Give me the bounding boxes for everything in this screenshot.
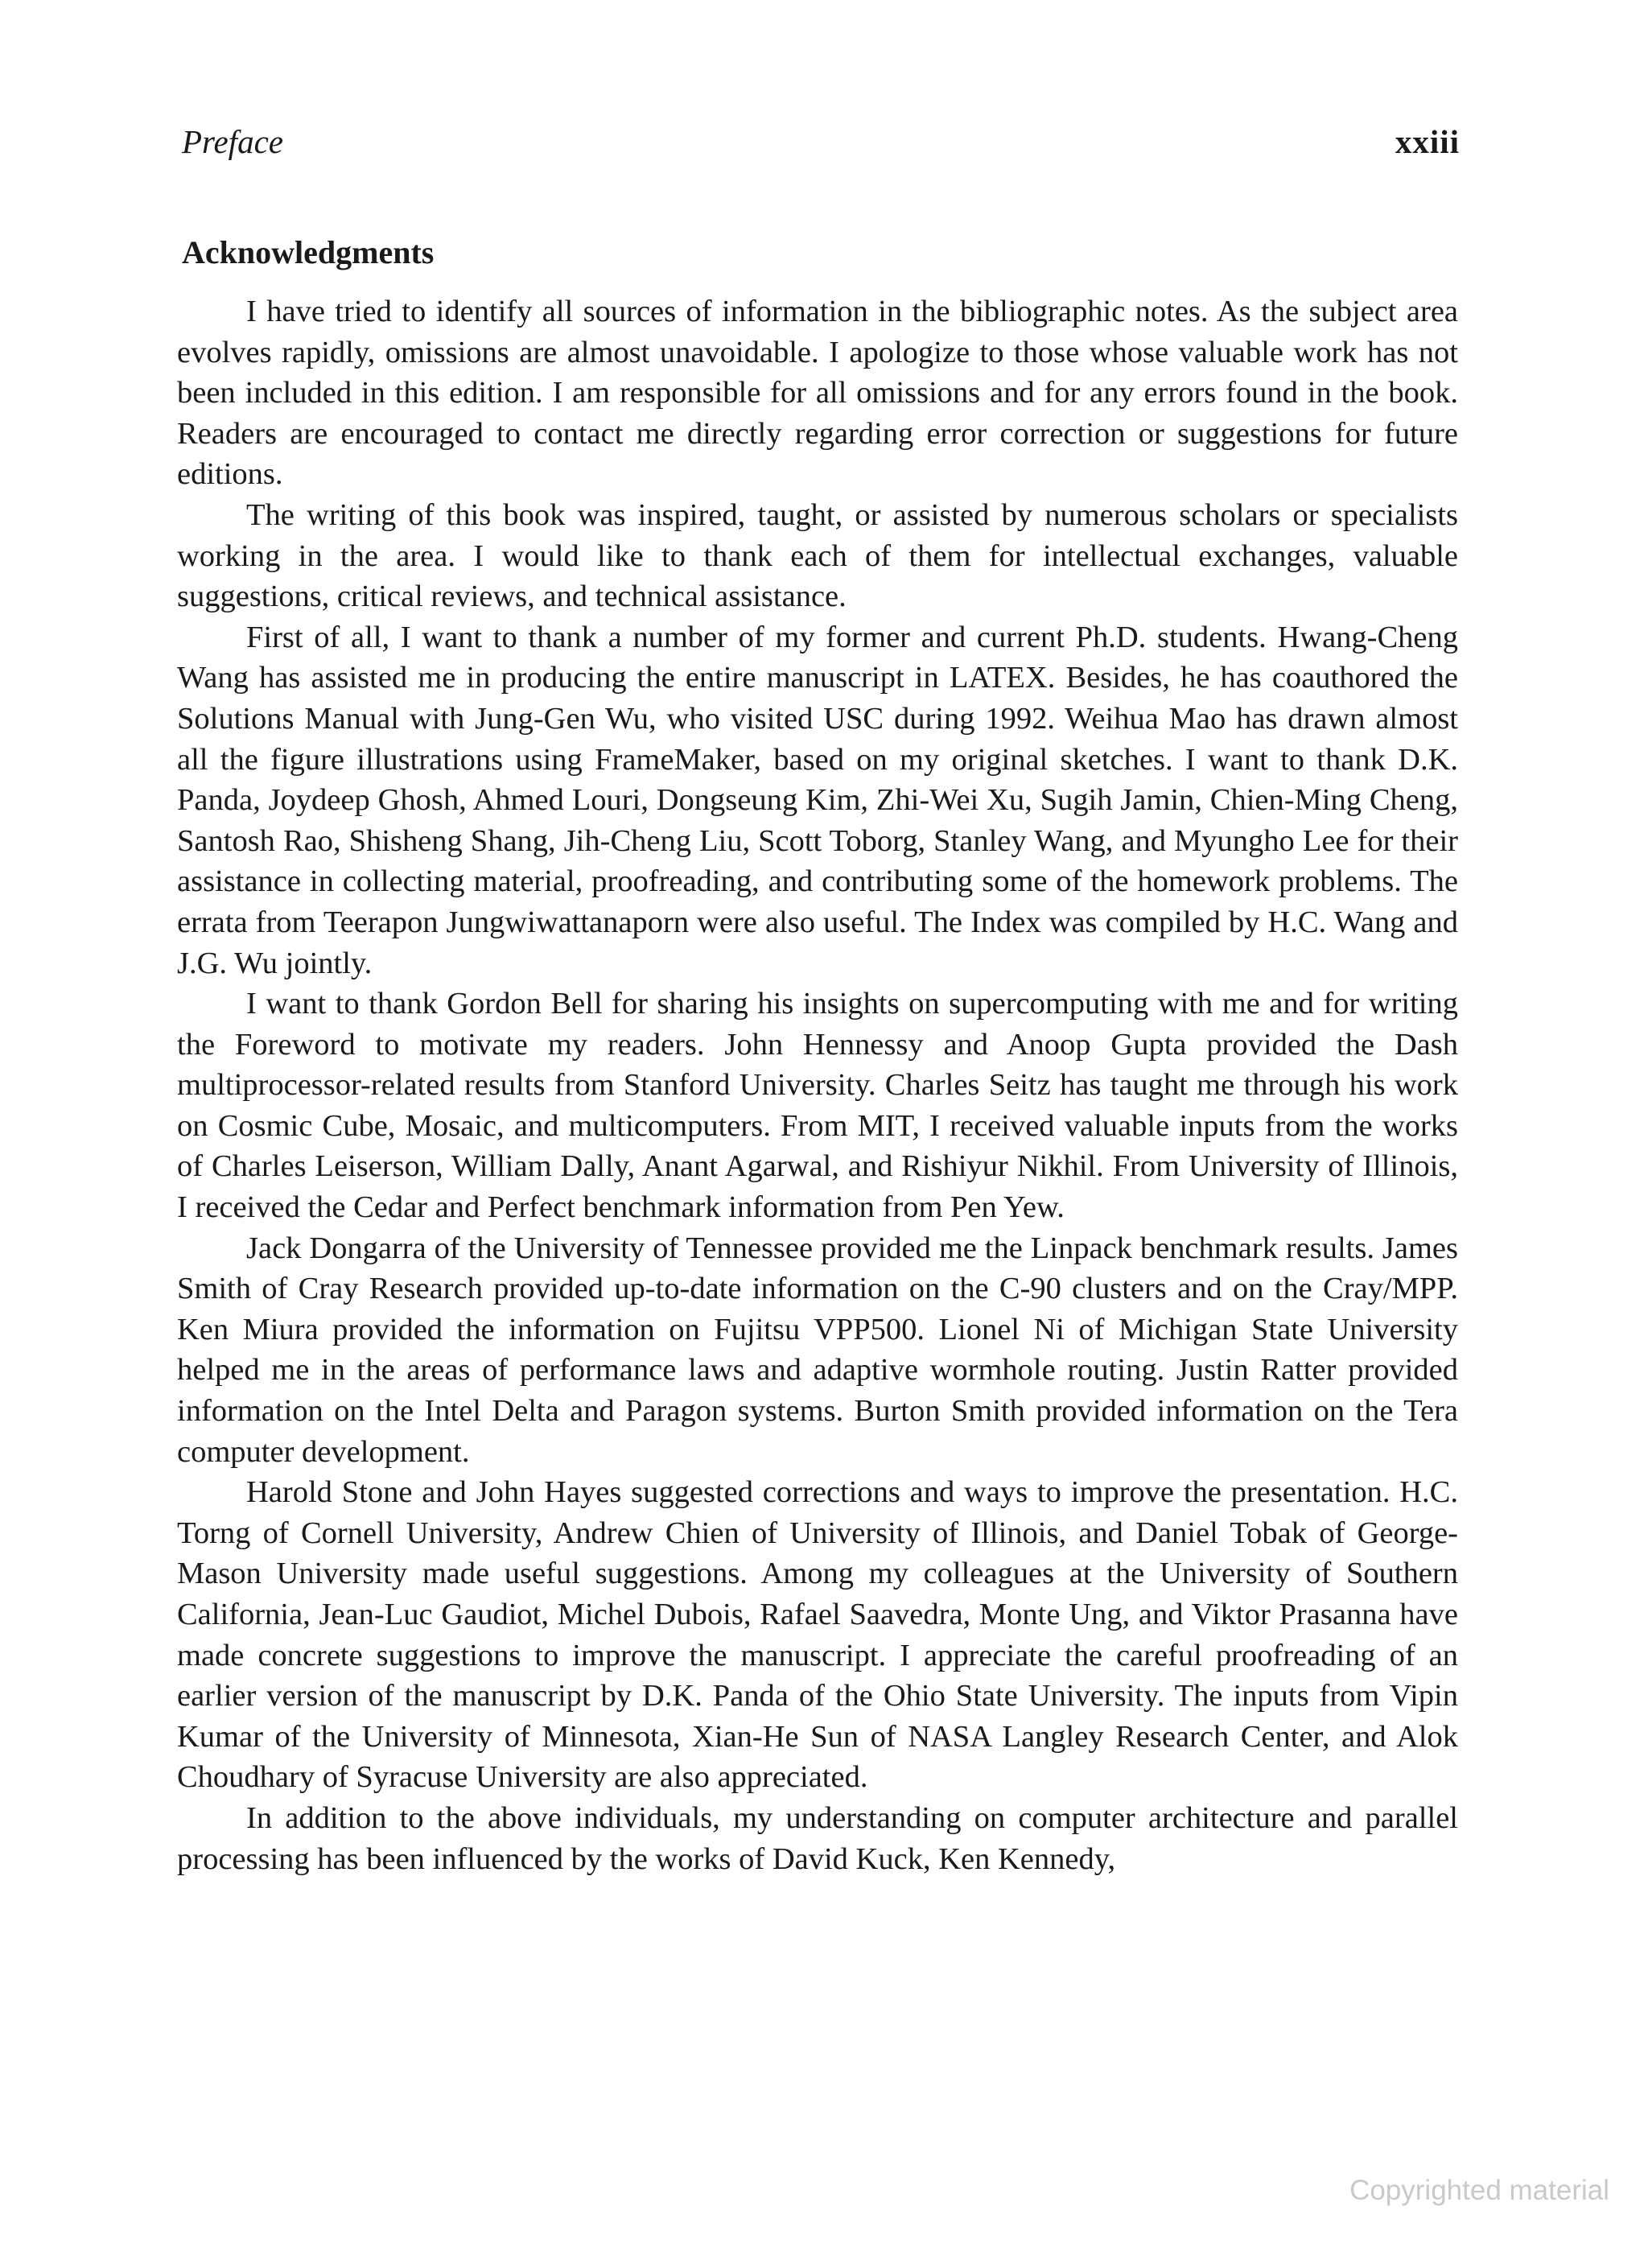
body-text	[177, 291, 1458, 1879]
paragraph: I have tried to identify all sources of information in the bibliographic notes. As the subject area evolves rapidly, omissions are almost unavoidable. I apologize to those whose valuable work has not been included in this edition. I am responsible for all omissions and for any errors found in the book. Readers are encouraged to contact me directly regarding error correction or suggestions for future editions.	[177, 295, 1458, 492]
paragraph: Harold Stone and John Hayes suggested corrections and ways to improve the presentation. H.C. Torng of Cornell University, Andrew Chien of University of Illinois, and Daniel Tobak of George-Mason University made useful suggestions. Among my colleagues at the University of Southern California, Jean-Luc Gaudiot, Michel Dubois, Rafael Saavedra, Monte Ung, and Viktor Prasanna have made concrete suggestions to improve the manuscript. I appreciate the careful proofreading of an earlier version of the manuscript by D.K. Panda of the Ohio State University. The inputs from Vipin Kumar of the University of Minnesota, Xian-He Sun of NASA Langley Research Center, and Alok Choudhary of Syracuse University are also appreciated.	[177, 1475, 1458, 1795]
paragraph: First of all, I want to thank a number of my former and current Ph.D. students. Hwang-Cheng Wang has assisted me in producing the entire manuscript in LATEX. Besides, he has coauthored the Solutions Manual with Jung-Gen Wu, who visited USC during 1992. Weihua Mao has drawn almost all the figure illustrations using FrameMaker, based on my original sketches. I want to thank D.K. Panda, Joydeep Ghosh, Ahmed Louri, Dongseung Kim, Zhi-Wei Xu, Sugih Jamin, Chien-Ming Cheng, Santosh Rao, Shisheng Shang, Jih-Cheng Liu, Scott Toborg, Stanley Wang, and Myungho Lee for their assistance in collecting material, proofreading, and contributing some of the homework problems. The errata from Teerapon Jungwiwattanaporn were also useful. The Index was compiled by H.C. Wang and J.G. Wu jointly.	[177, 620, 1458, 980]
running-head	[182, 122, 1460, 171]
page-number: xxiii	[1395, 123, 1460, 160]
copyright-watermark: Copyrighted material	[1349, 2175, 1609, 2206]
running-head-section: Preface	[182, 123, 283, 160]
paragraph: Jack Dongarra of the University of Tennessee provided me the Linpack benchmark results. James Smith of Cray Research provided up-to-date information on the C-90 clusters and on the Cray/MPP. Ken Miura provided the information on Fujitsu VPP500. Lionel Ni of Michigan State University helped me in the areas of performance laws and adaptive wormhole routing. Justin Ratter provided information on the Intel Delta and Paragon systems. Burton Smith provided information on the Tera computer development.	[177, 1231, 1458, 1469]
paragraph: The writing of this book was inspired, taught, or assisted by numerous scholars or specialists working in the area. I would like to thank each of them for intellectual exchanges, valuable suggestions, critical reviews, and technical assistance.	[177, 497, 1458, 614]
paragraph: I want to thank Gordon Bell for sharing his insights on supercomputing with me and for writing the Foreword to motivate my readers. John Hennessy and Anoop Gupta provided the Dash multiprocessor-related results from Stanford University. Charles Seitz has taught me through his work on Cosmic Cube, Mosaic, and multicomputers. From MIT, I received valuable inputs from the works of Charles Leiserson, William Dally, Anant Agarwal, and Rishiyur Nikhil. From University of Illinois, I received the Cedar and Perfect benchmark information from Pen Yew.	[177, 987, 1458, 1225]
section-heading: Acknowledgments	[182, 234, 435, 270]
paragraph: In addition to the above individuals, my understanding on computer architecture and parallel processing has been influenced by the works of David Kuck, Ken Kennedy,	[177, 1800, 1458, 1876]
